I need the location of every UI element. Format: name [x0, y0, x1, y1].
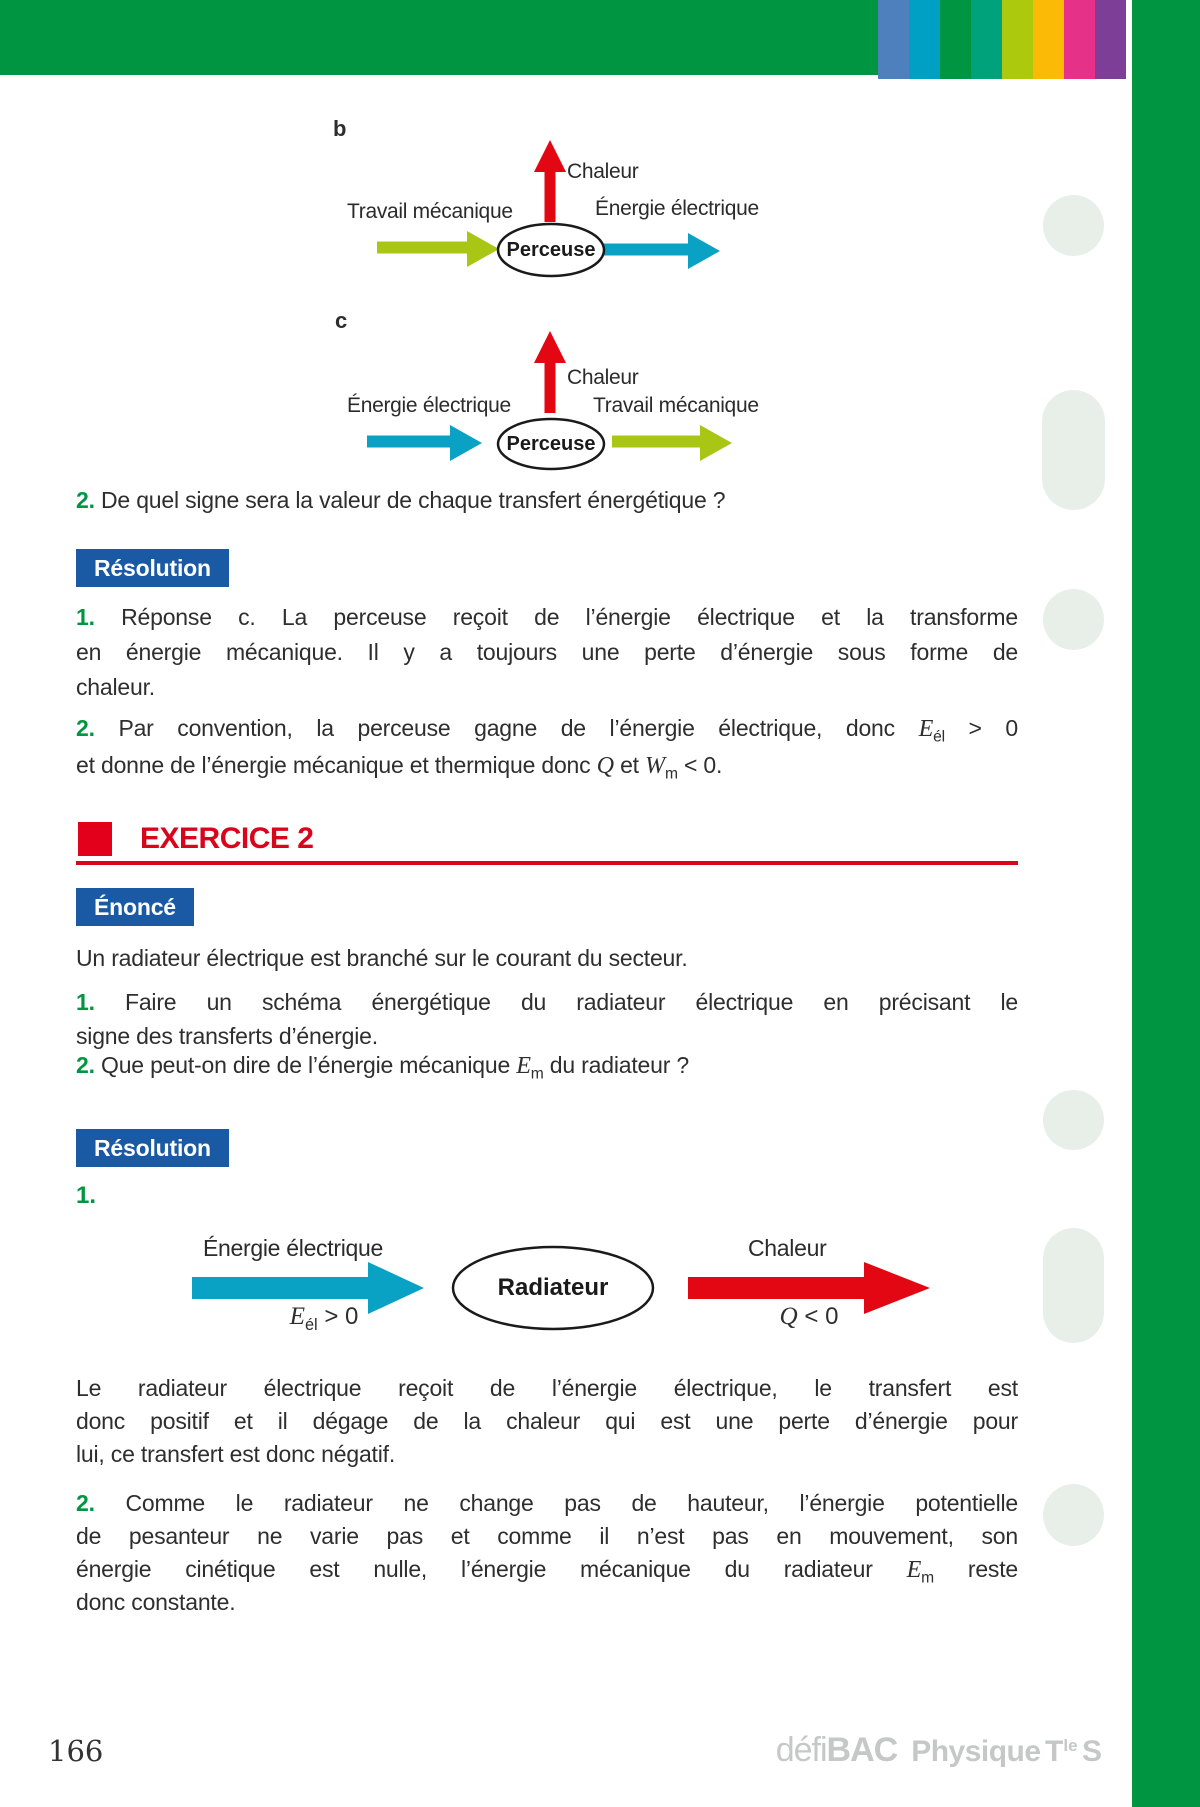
deco-stripe-purple [1095, 0, 1126, 79]
enonce-badge: Énoncé [76, 888, 194, 926]
text-line: et donne de l’énergie mécanique et thermique donc Q et $W_m < 0$. [76, 752, 723, 783]
line-text: Par convention, la perceuse gagne de l’énergie électrique, donc $E_{él} > 0$ [118, 715, 1018, 746]
electric-energy-value: $E_{él} > 0$ [289, 1303, 359, 1334]
step-number: 2. [76, 715, 95, 741]
logo-grade-t: T [1045, 1735, 1064, 1768]
deco-stripe-magenta [1064, 0, 1095, 79]
diagram-c-label: c [335, 308, 348, 333]
perceuse-node-label: Perceuse [506, 433, 596, 455]
text-line: de pesanteur ne varie pas et comme il n’est pas en mouvement, son [76, 1523, 1018, 1549]
text-line [76, 1487, 1018, 1520]
defibac-logo [776, 1731, 1102, 1770]
text-line: énergie cinétique est nulle, l’énergie mécanique du radiateur $E_m$ reste [76, 1556, 1018, 1587]
line-text: Comme le radiateur ne change pas de hauteur, l’énergie potentielle [125, 1490, 1018, 1516]
electric-energy-arrow-icon [603, 233, 720, 269]
deco-circle [1043, 195, 1104, 256]
mechanical-work-label: Travail mécanique [593, 394, 759, 417]
logo-bac: BAC [826, 1731, 898, 1769]
deco-circle [1043, 1090, 1104, 1150]
page-number: 166 [48, 1734, 104, 1768]
question-number: 2. [76, 1052, 95, 1078]
right-green-sidebar [1132, 0, 1200, 1807]
text-line: lui, ce transfert est donc négatif. [76, 1441, 396, 1467]
step-number: 2. [76, 1490, 95, 1516]
logo-defi: défi [775, 1731, 827, 1769]
electric-energy-label: Énergie électrique [203, 1235, 383, 1261]
diagram-b-label: b [333, 116, 347, 141]
exercice-marker-square [78, 822, 112, 856]
deco-stripe-green [940, 0, 971, 79]
question-2-line [76, 487, 1018, 514]
logo-grade-le: le [1063, 1736, 1078, 1755]
step-number: 1. [76, 604, 95, 630]
electric-energy-label: Énergie électrique [595, 197, 759, 220]
text-line: donc positif et il dégage de la chaleur qui est une perte d’énergie pour [76, 1408, 1018, 1434]
heat-label: Chaleur [567, 160, 639, 183]
logo-grade-s: S [1081, 1735, 1102, 1768]
heat-arrow-icon [534, 331, 566, 413]
deco-pill [1043, 1228, 1104, 1343]
text-line: donc constante. [76, 1589, 236, 1615]
radiateur-node-label: Radiateur [497, 1274, 609, 1301]
resolution1-paragraph2 [76, 710, 1018, 784]
step-number: 1. [76, 1182, 97, 1209]
deco-stripe-blue [878, 0, 909, 79]
deco-circle [1043, 1484, 1104, 1546]
resolution2-explanation [76, 1372, 1018, 1471]
text-line [76, 985, 1018, 1019]
enonce-intro-line: Un radiateur électrique est branché sur le courant du secteur. [76, 945, 688, 971]
exercice-title: EXERCICE 2 [140, 822, 314, 855]
deco-stripe-chartreuse [1002, 0, 1033, 79]
deco-stripe-cyan [909, 0, 940, 79]
heat-label: Chaleur [567, 366, 639, 389]
mechanical-work-arrow-icon [612, 425, 732, 461]
text-line [76, 710, 1018, 747]
heat-value: Q < 0 [779, 1303, 839, 1330]
electric-energy-arrow-icon [367, 425, 482, 461]
question-number: 2. [76, 487, 95, 513]
question-text: De quel signe sera la valeur de chaque transfert énergétique ? [101, 487, 726, 513]
text-line: Le radiateur électrique reçoit de l’énergie électrique, le transfert est [76, 1375, 1018, 1401]
mechanical-work-label: Travail mécanique [347, 200, 513, 223]
text-line: signe des transferts d’énergie. [76, 1023, 378, 1049]
perceuse-node-label: Perceuse [506, 239, 596, 261]
heat-label: Chaleur [748, 1235, 827, 1261]
question-number: 1. [76, 989, 95, 1015]
text-line [76, 600, 1018, 635]
deco-pill [1042, 390, 1105, 510]
deco-circle [1043, 589, 1104, 650]
exercice-title-rule [76, 861, 1018, 865]
resolution2-conclusion [76, 1487, 1018, 1619]
exercice-question2 [76, 1052, 1018, 1083]
line-text: Réponse c. La perceuse reçoit de l’énergie électrique et la transforme [121, 604, 1018, 630]
heat-arrow-icon [534, 140, 566, 222]
text-line: chaleur. [76, 674, 155, 700]
mechanical-work-arrow-icon [377, 231, 499, 267]
line-text: Faire un schéma énergétique du radiateur électrique en précisant le [124, 989, 1018, 1015]
resolution-badge: Résolution [76, 1129, 229, 1167]
text-line: en énergie mécanique. Il y a toujours une perte d’énergie sous forme de [76, 639, 1018, 665]
line-text: Que peut-on dire de l’énergie mécanique $E_m$ du radiateur ? [101, 1052, 689, 1083]
resolution-badge: Résolution [76, 549, 229, 587]
resolution1-paragraph1 [76, 600, 1018, 705]
deco-stripe-teal [971, 0, 1002, 79]
logo-subject: Physique [911, 1735, 1041, 1768]
exercice-question1 [76, 985, 1018, 1053]
deco-stripe-yellow [1033, 0, 1064, 79]
electric-energy-label: Énergie électrique [347, 394, 511, 417]
